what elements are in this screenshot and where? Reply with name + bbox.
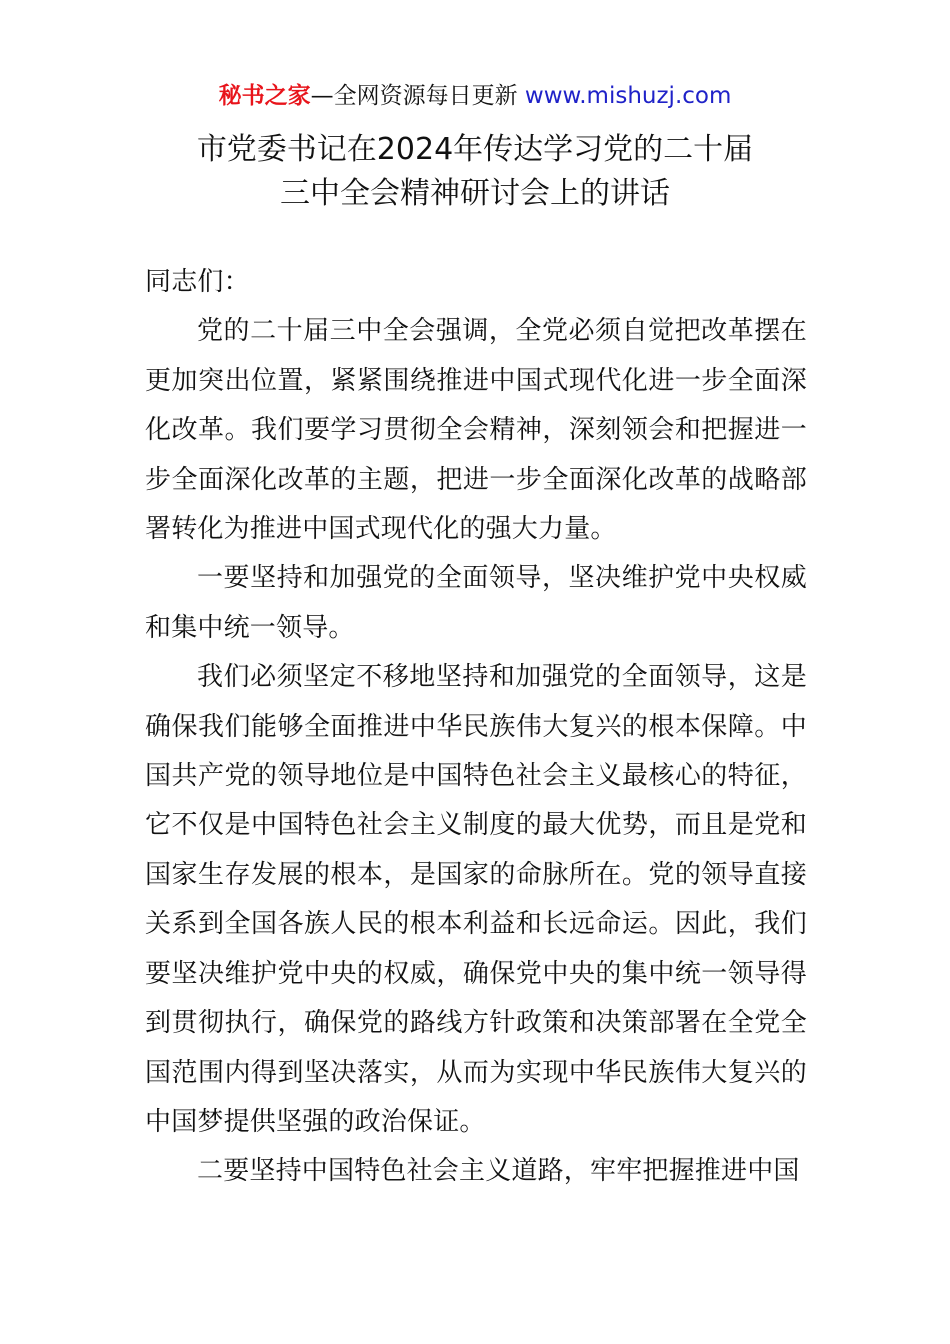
greeting: 同志们：	[145, 267, 250, 297]
paragraph-2-heading: 一要坚持和加强党的全面领导，坚决维护党中央权威和集中统一领导。	[145, 563, 807, 643]
document-title-line-1: 市党委书记在2024年传达学习党的二十届	[196, 132, 754, 167]
paragraph-3: 我们必须坚定不移地坚持和加强党的全面领导，这是确保我们能够全面推进中华民族伟大复兴的根本保障。中国共产党的领导地位是中国特色社会主义最核心的特征，它不仅是中国特色社会主义制度的最大优势，而且是党和国家生存发展的根本，是国家的命脉所在。党的领导直接关系到全国各族人民的根本利益和长远命运。因此，我们要坚决维护党中央的权威，确保党中央的集中统一领导得到贯彻执行，确保党的路线方针政策和决策部署在全党全国范围内得到坚决落实，从而为实现中华民族伟大复兴的中国梦提供坚强的政治保证。	[145, 662, 807, 1137]
paragraph-1: 党的二十届三中全会强调，全党必须自觉把改革摆在更加突出位置，紧紧围绕推进中国式现代化进一步全面深化改革。我们要学习贯彻全会精神，深刻领会和把握进一步全面深化改革的主题，把进一步全面深化改革的战略部署转化为推进中国式现代化的强大力量。	[145, 316, 807, 545]
document-title	[0, 128, 950, 216]
paragraph-4-heading: 二要坚持中国特色社会主义道路，牢牢把握推进中国	[197, 1156, 800, 1187]
site-brand: 秘书之家	[218, 83, 311, 109]
site-tagline: —全网资源每日更新	[310, 83, 525, 109]
site-header	[0, 80, 950, 112]
site-url-link[interactable]: www.mishuzj.com	[524, 83, 732, 109]
document-title-line-2: 三中全会精神研讨会上的讲话	[280, 176, 670, 211]
document-body	[145, 258, 807, 1197]
